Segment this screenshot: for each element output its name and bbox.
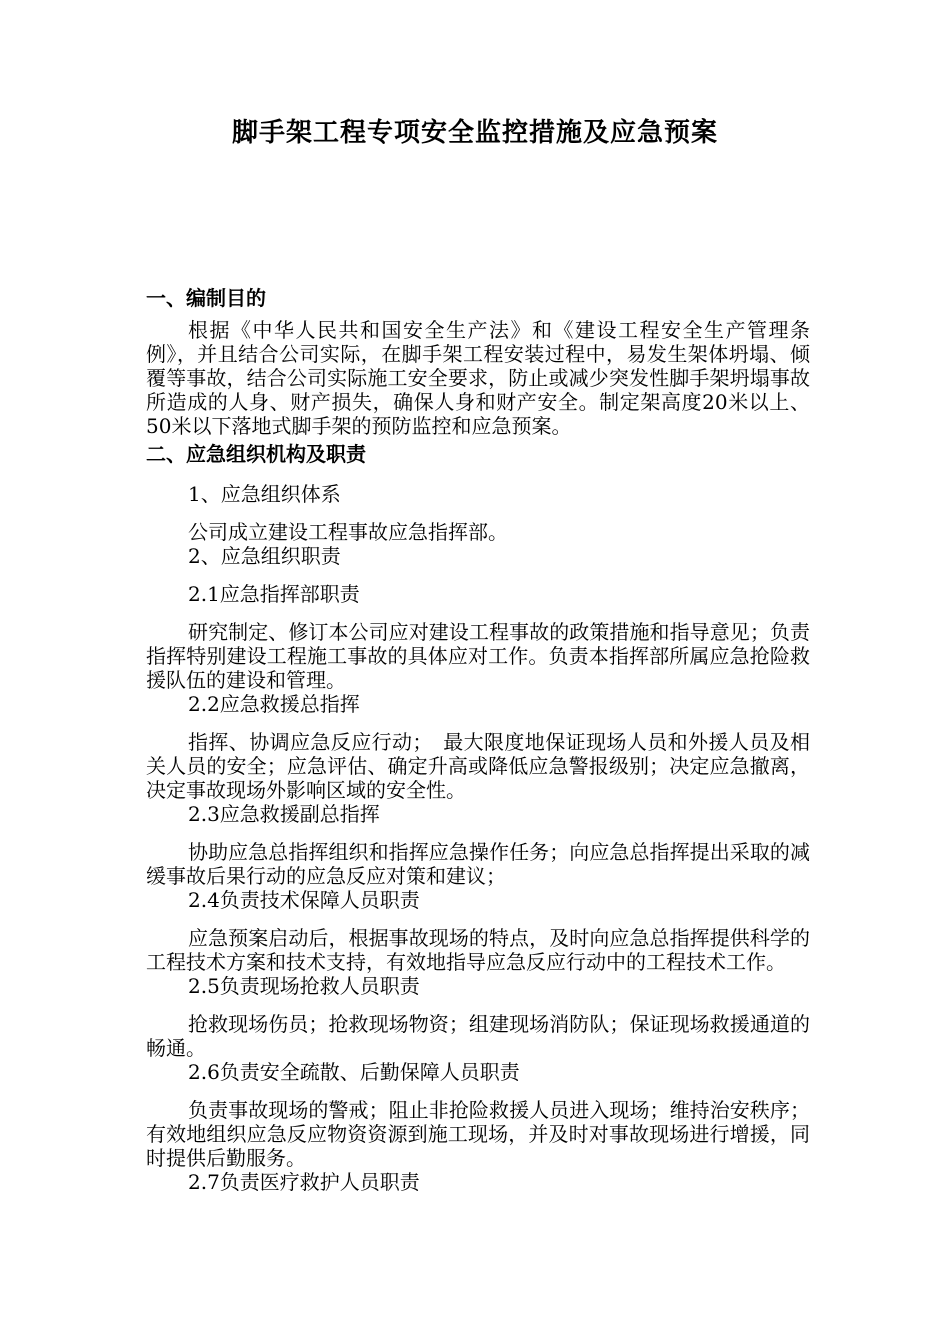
section-heading-organization: 二、应急组织机构及职责 (146, 442, 366, 466)
subheading-medical-staff: 2.7负责医疗救护人员职责 (188, 1170, 420, 1194)
paragraph-system: 公司成立建设工程事故应急指挥部。 (188, 520, 508, 544)
subheading-command-duties: 2.1应急指挥部职责 (188, 582, 360, 606)
paragraph-rescue-staff: 抢救现场伤员；抢救现场物资；组建现场消防队；保证现场救援通道的畅通。 (146, 1012, 810, 1060)
subheading-chief-commander: 2.2应急救援总指挥 (188, 692, 360, 716)
subheading-deputy-commander: 2.3应急救援副总指挥 (188, 802, 380, 826)
paragraph-purpose: 根据《中华人民共和国安全生产法》和《建设工程安全生产管理条例》，并且结合公司实际，在脚手架工程安装过程中，易发生架体坍塌、倾覆等事故，结合公司实际施工安全要求，防止或减少突发性脚手架坍塌事故所造成的人身、财产损失，确保人身和财产安全。制定架高度20米以上、50米以下落地式脚手架的预防监控和应急预案。 (146, 318, 810, 438)
subheading-rescue-staff: 2.5负责现场抢救人员职责 (188, 974, 420, 998)
paragraph-command-duties: 研究制定、修订本公司应对建设工程事故的政策措施和指导意见；负责指挥特别建设工程施工事故的具体应对工作。负责本指挥部所属应急抢险救援队伍的建设和管理。 (146, 620, 810, 692)
document-body (146, 282, 810, 1208)
paragraph-deputy-commander: 协助应急总指挥组织和指挥应急操作任务；向应急总指挥提出采取的减缓事故后果行动的应急反应对策和建议； (146, 840, 810, 888)
paragraph-chief-commander: 指挥、协调应急反应行动； 最大限度地保证现场人员和外援人员及相关人员的安全；应急评估、确定升高或降低应急警报级别；决定应急撤离，决定事故现场外影响区域的安全性。 (146, 730, 810, 802)
section-heading-purpose: 一、编制目的 (146, 286, 266, 310)
subheading-evacuation-logistics: 2.6负责安全疏散、后勤保障人员职责 (188, 1060, 520, 1084)
subheading-system: 1、应急组织体系 (188, 482, 341, 506)
subheading-technical-support: 2.4负责技术保障人员职责 (188, 888, 420, 912)
document-title: 脚手架工程专项安全监控措施及应急预案 (231, 118, 718, 148)
paragraph-technical-support: 应急预案启动后，根据事故现场的特点，及时向应急总指挥提供科学的工程技术方案和技术支持，有效地指导应急反应行动中的工程技术工作。 (146, 926, 810, 974)
subheading-duties: 2、应急组织职责 (188, 544, 341, 568)
paragraph-evacuation-logistics: 负责事故现场的警戒；阻止非抢险救援人员进入现场；维持治安秩序；有效地组织应急反应物资资源到施工现场，并及时对事故现场进行增援，同时提供后勤服务。 (146, 1098, 810, 1170)
